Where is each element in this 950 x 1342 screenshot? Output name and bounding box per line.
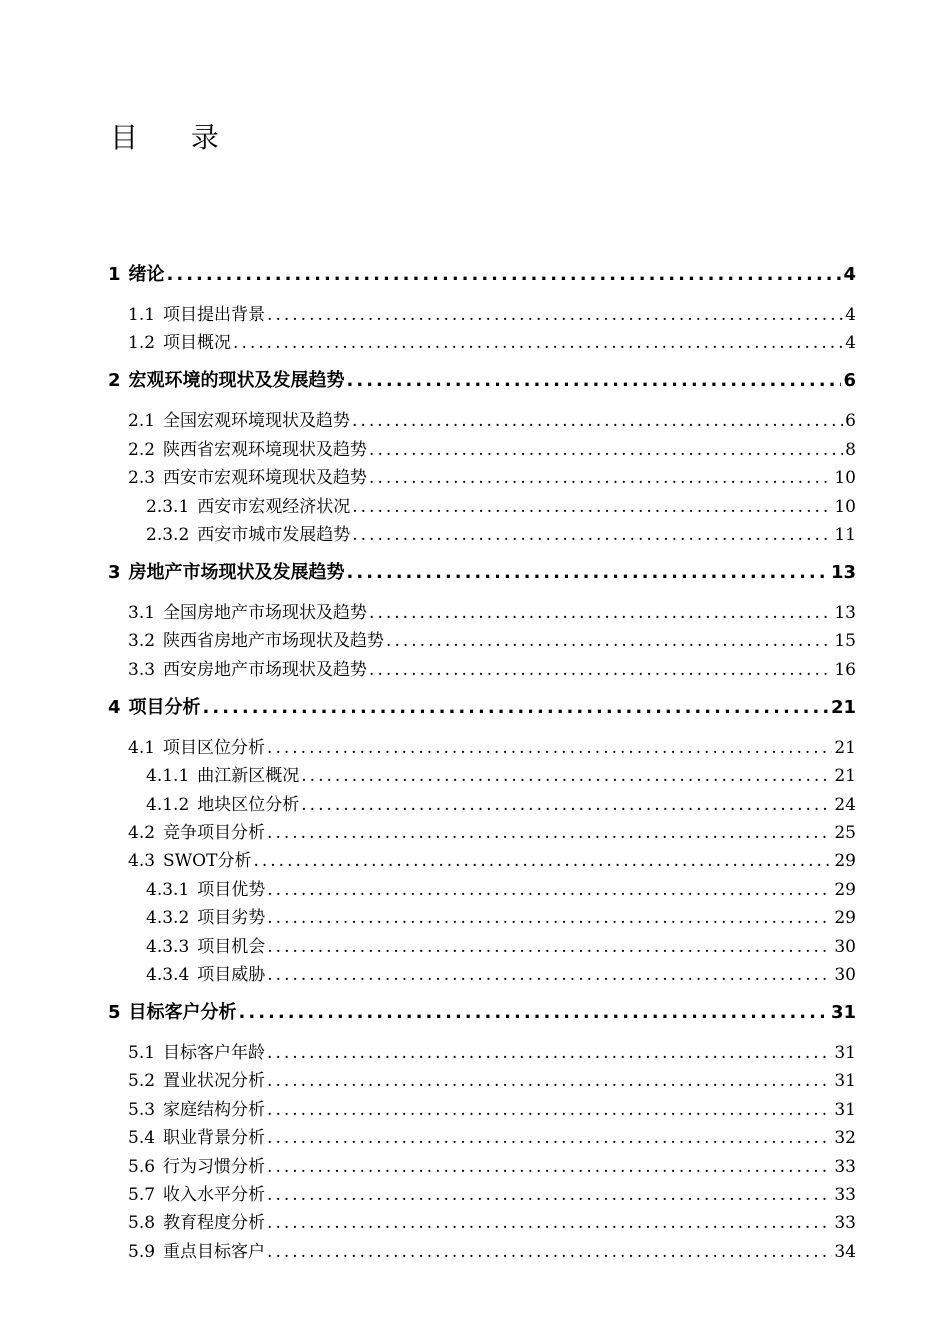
toc-dot-leader (167, 262, 842, 288)
toc-entry-label: 项目机会 (197, 936, 266, 957)
toc-entry-label: 地块区位分析 (197, 794, 300, 815)
toc-entry-label: 项目劣势 (197, 908, 266, 929)
toc-entry[interactable] (128, 437, 856, 463)
toc-dot-leader (352, 522, 832, 548)
toc-entry-number: 5.1 (128, 1043, 156, 1063)
toc-entry-number: 5.9 (128, 1241, 156, 1262)
toc-entry-number: 4 (108, 696, 121, 718)
toc-entry-page: 31 (834, 1099, 856, 1120)
toc-entry-page: 33 (834, 1213, 856, 1234)
toc-entry-number: 4.3.3 (146, 936, 190, 957)
toc-entry[interactable] (108, 262, 856, 288)
toc-dot-leader (386, 628, 832, 654)
toc-entry-page: 31 (834, 1043, 856, 1063)
toc-dot-leader (301, 763, 832, 789)
toc-entry-number: 4.3 (128, 851, 156, 872)
toc-entry-label: 项目提出背景 (163, 305, 266, 325)
toc-entry[interactable] (128, 330, 856, 356)
toc-entry-label: 收入水平分析 (163, 1185, 266, 1205)
toc-entry[interactable] (146, 522, 856, 548)
toc-entry-number: 5.2 (128, 1071, 156, 1092)
toc-dot-leader (347, 368, 842, 394)
toc-entry-label: SWOT分析 (163, 851, 252, 872)
toc-entry[interactable] (146, 792, 856, 818)
toc-entry-label: 项目优势 (197, 879, 266, 900)
toc-dot-leader (369, 657, 832, 683)
toc-entry[interactable] (128, 1068, 856, 1094)
toc-dot-leader (267, 877, 832, 903)
toc-entry[interactable] (146, 494, 856, 520)
toc-entry-label: 竞争项目分析 (163, 823, 266, 843)
toc-entry-page: 30 (834, 936, 856, 957)
toc-entry[interactable] (146, 905, 856, 931)
toc-dot-leader (233, 330, 843, 356)
toc-dot-leader (239, 1000, 829, 1026)
toc-dot-leader (267, 735, 832, 761)
page-title: 目 录 (110, 121, 241, 154)
toc-entry-page: 13 (834, 603, 856, 623)
toc-entry-number: 2.2 (128, 439, 156, 460)
toc-entry[interactable] (108, 560, 856, 586)
toc-entry-page: 29 (834, 851, 856, 872)
toc-entry[interactable] (108, 368, 856, 394)
toc-entry-page: 15 (834, 631, 856, 652)
toc-entry-page: 24 (834, 794, 856, 815)
toc-entry-number: 3.1 (128, 603, 156, 623)
toc-entry[interactable] (128, 848, 856, 874)
toc-entry-label: 西安市宏观环境现状及趋势 (163, 468, 368, 489)
toc-entry[interactable] (128, 657, 856, 683)
toc-dot-leader (347, 560, 829, 586)
toc-entry-number: 3.3 (128, 659, 156, 680)
toc-entry-label: 曲江新区概况 (197, 766, 300, 787)
toc-entry-number: 4.2 (128, 823, 156, 843)
toc-entry[interactable] (128, 408, 856, 434)
toc-entry[interactable] (128, 1210, 856, 1236)
toc-entry-number: 4.3.1 (146, 879, 190, 900)
toc-dot-leader (267, 1097, 832, 1123)
toc-entry[interactable] (128, 600, 856, 626)
toc-entry-page: 34 (834, 1241, 856, 1262)
toc-entry-label: 全国宏观环境现状及趋势 (163, 411, 351, 432)
toc-entry-label: 西安房地产市场现状及趋势 (163, 659, 368, 680)
toc-entry-label: 陕西省宏观环境现状及趋势 (163, 439, 368, 460)
toc-entry-number: 5.4 (128, 1128, 156, 1149)
toc-entry-number: 2.1 (128, 411, 156, 432)
toc-entry-page: 21 (834, 737, 856, 758)
toc-dot-leader (267, 1182, 832, 1208)
toc-entry-label: 宏观环境的现状及发展趋势 (128, 370, 345, 392)
toc-entry-page: 29 (834, 908, 856, 929)
toc-entry-label: 房地产市场现状及发展趋势 (128, 562, 345, 583)
toc-dot-leader (267, 1154, 832, 1180)
toc-entry[interactable] (128, 1040, 856, 1066)
toc-entry-number: 2.3 (128, 468, 156, 489)
toc-entry-number: 3 (108, 562, 121, 583)
toc-entry-page: 11 (834, 525, 856, 545)
toc-entry-number: 5.7 (128, 1185, 156, 1205)
toc-entry-page: 16 (834, 659, 856, 680)
toc-entry[interactable] (128, 302, 856, 328)
toc-entry-number: 1.2 (128, 333, 156, 354)
toc-entry-page: 10 (834, 496, 856, 517)
toc-entry[interactable] (146, 934, 856, 960)
toc-entry-label: 家庭结构分析 (163, 1099, 266, 1120)
toc-entry-label: 项目区位分析 (163, 737, 266, 758)
toc-dot-leader (267, 934, 832, 960)
toc-entry-label: 项目分析 (128, 696, 201, 718)
toc-entry-page: 10 (834, 468, 856, 489)
toc-dot-leader (369, 600, 832, 626)
toc-entry-page: 13 (830, 562, 856, 583)
toc-entry-number: 5.3 (128, 1099, 156, 1120)
toc-entry-label: 教育程度分析 (163, 1213, 266, 1234)
toc-entry-number: 2.3.2 (146, 525, 190, 545)
toc-entry-number: 2 (108, 370, 121, 392)
toc-dot-leader (253, 848, 832, 874)
toc-dot-leader (267, 905, 832, 931)
toc-dot-leader (267, 962, 832, 988)
toc-dot-leader (267, 1040, 832, 1066)
toc-entry-number: 5 (108, 1002, 121, 1023)
toc-entry-page: 6 (845, 411, 856, 432)
toc-entry-label: 行为习惯分析 (163, 1156, 266, 1177)
toc-entry-number: 5.8 (128, 1213, 156, 1234)
toc-entry-page: 33 (834, 1185, 856, 1205)
toc-entry-label: 全国房地产市场现状及趋势 (163, 603, 368, 623)
toc-entry-label: 项目概况 (163, 333, 232, 354)
toc-entry-label: 职业背景分析 (163, 1128, 266, 1149)
toc-entry-label: 西安市城市发展趋势 (197, 525, 351, 545)
toc-entry-page: 4 (845, 305, 856, 325)
toc-entry[interactable] (128, 1239, 856, 1265)
toc-entry-label: 陕西省房地产市场现状及趋势 (163, 631, 385, 652)
toc-dot-leader (267, 302, 843, 328)
toc-entry[interactable] (108, 695, 856, 721)
toc-entry-page: 31 (834, 1071, 856, 1092)
toc-entry-number: 2.3.1 (146, 496, 190, 517)
toc-dot-leader (267, 1210, 832, 1236)
toc-dot-leader (369, 465, 832, 491)
toc-dot-leader (267, 1125, 832, 1151)
toc-entry-label: 目标客户年龄 (163, 1043, 266, 1063)
toc-entry[interactable] (128, 465, 856, 491)
toc-entry-number: 4.1.2 (146, 794, 190, 815)
toc-entry-number: 1 (108, 264, 121, 285)
toc-entry-page: 21 (830, 696, 856, 718)
toc-entry-page: 25 (834, 823, 856, 843)
toc-entry[interactable] (128, 1154, 856, 1180)
toc-entry-number: 4.3.2 (146, 908, 190, 929)
toc-entry[interactable] (108, 1000, 856, 1026)
toc-dot-leader (301, 792, 832, 818)
toc-entry-number: 3.2 (128, 631, 156, 652)
toc-entry-page: 33 (834, 1156, 856, 1177)
toc-entry[interactable] (128, 1125, 856, 1151)
toc-entry-page: 30 (834, 965, 856, 985)
toc-entry-number: 4.3.4 (146, 965, 190, 985)
toc-entry-number: 1.1 (128, 305, 156, 325)
toc-entry-label: 项目威胁 (197, 965, 266, 985)
toc-dot-leader (267, 1239, 832, 1265)
toc-entry-label: 西安市宏观经济状况 (197, 496, 351, 517)
toc-dot-leader (267, 1068, 832, 1094)
toc-entry-page: 8 (845, 439, 856, 460)
toc-entry[interactable] (146, 763, 856, 789)
toc-entry-label: 置业状况分析 (163, 1071, 266, 1092)
toc-entry[interactable] (128, 1097, 856, 1123)
toc-entry-page: 29 (834, 879, 856, 900)
toc-entry-page: 21 (834, 766, 856, 787)
toc-entry-label: 目标客户分析 (128, 1002, 237, 1023)
toc-entry-label: 绪论 (128, 264, 165, 285)
toc-dot-leader (267, 820, 832, 846)
toc-entry-number: 5.6 (128, 1156, 156, 1177)
toc-dot-leader (203, 695, 829, 721)
toc-entry-page: 6 (843, 370, 856, 392)
toc-entry-number: 4.1 (128, 737, 156, 758)
toc-entry[interactable] (128, 628, 856, 654)
toc-entry[interactable] (146, 962, 856, 988)
toc-dot-leader (352, 494, 832, 520)
toc-entry-number: 4.1.1 (146, 766, 190, 787)
toc-entry[interactable] (146, 877, 856, 903)
toc-entry[interactable] (128, 735, 856, 761)
toc-entry-page: 31 (830, 1002, 856, 1023)
toc-dot-leader (369, 437, 843, 463)
toc-dot-leader (352, 408, 843, 434)
toc-entry[interactable] (128, 1182, 856, 1208)
toc-entry-page: 32 (834, 1128, 856, 1149)
toc-entry[interactable] (128, 820, 856, 846)
toc-entry-page: 4 (845, 333, 856, 354)
toc-entry-label: 重点目标客户 (163, 1241, 266, 1262)
toc-entry-page: 4 (843, 264, 856, 285)
